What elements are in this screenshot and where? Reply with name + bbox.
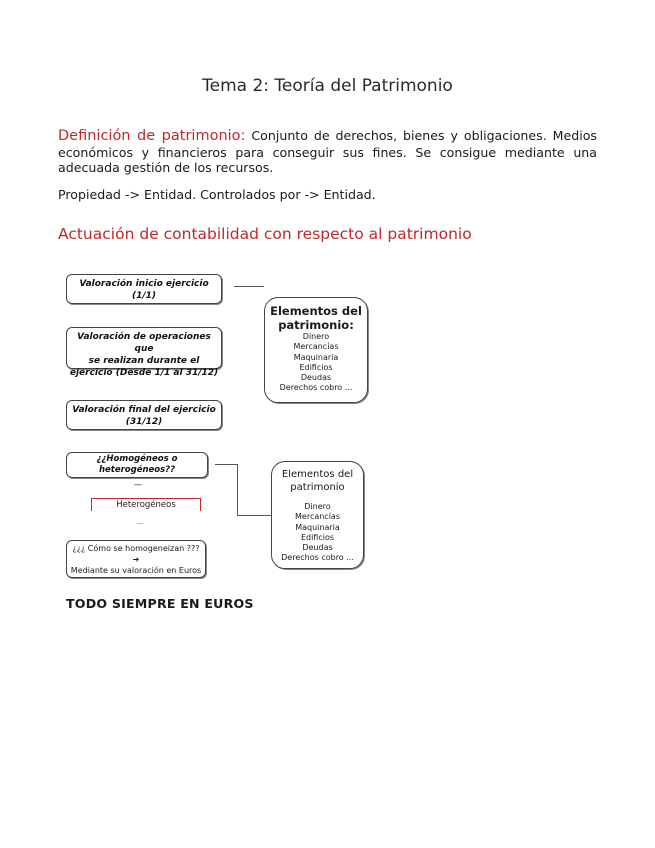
definition-paragraph [58,128,597,176]
section-heading: Actuación de contabilidad con respecto al patrimonio [58,225,472,243]
box-line: Valoración de operaciones que [77,332,211,354]
elementos-item: Mercancías [293,342,339,352]
heterogeneos-label: Heterogéneos [116,500,176,510]
connector-line [237,515,271,516]
connector-line [215,464,237,465]
elementos-item: Dinero [302,332,330,341]
box-line: ejercicio (Desde 1/1 al 31/12) [69,368,219,378]
elementos-item: Derechos cobro ... [279,383,353,393]
box-line: heterogéneos?? [98,465,176,475]
elementos-item: Deudas [300,373,332,383]
definition-text: Conjunto de derechos, bienes y obligaciones. Medios económicos y financieros para conseguir sus fines. Se consigue mediante una adecuada gestión de los recursos. [58,128,597,175]
elementos-item: Maquinaria [293,352,339,362]
page-title: Tema 2: Teoría del Patrimonio [202,76,453,96]
box-line: Mediante su valoración en Euros [70,566,202,575]
box-line: Valoración final del ejercicio [72,405,216,415]
elementos-item: Mercancías [295,512,340,522]
elementos-item: Edificios [299,362,333,372]
connector-line [237,464,238,516]
dash-connector: — [134,480,142,489]
elementos-item: Derechos cobro ... [281,553,354,563]
elementos-title: patrimonio [290,482,345,493]
box-como-homogeneizan [66,540,206,578]
box-line: ¿¿Homogéneos o [96,454,178,464]
definition-label: Definición de patrimonio: [58,128,246,144]
box-line: (1/1) [131,291,157,301]
elementos-item: Maquinaria [295,522,340,532]
box-line: (31/12) [125,417,163,427]
elementos-title: patrimonio: [278,318,354,332]
box-elementos-patrimonio [264,297,368,403]
box-valoracion-operaciones [66,327,222,378]
elementos-title: Elementos del [281,469,354,480]
propiedad-line: Propiedad -> Entidad. Controlados por -> Entidad. [58,187,376,202]
arrow-icon: ➔ [132,555,140,564]
box-valoracion-final [66,400,222,430]
box-valoracion-inicio [66,274,222,304]
box-line: se realizan durante el [88,356,200,366]
elementos-title: Elementos del [270,304,362,318]
box-homogeneos-question [66,452,208,478]
box-elementos-patrimonio-2 [271,461,364,569]
connector-line [234,286,264,287]
box-line: Valoración inicio ejercicio [79,279,209,289]
elementos-item: Dinero [304,502,331,511]
dash-connector: — [136,519,144,528]
elementos-item: Edificios [300,532,335,542]
box-line: ¿¿¿ Cómo se homogeneizan ??? [72,544,200,553]
elementos-item: Deudas [302,543,333,553]
closing-statement: TODO SIEMPRE EN EUROS [66,596,254,611]
